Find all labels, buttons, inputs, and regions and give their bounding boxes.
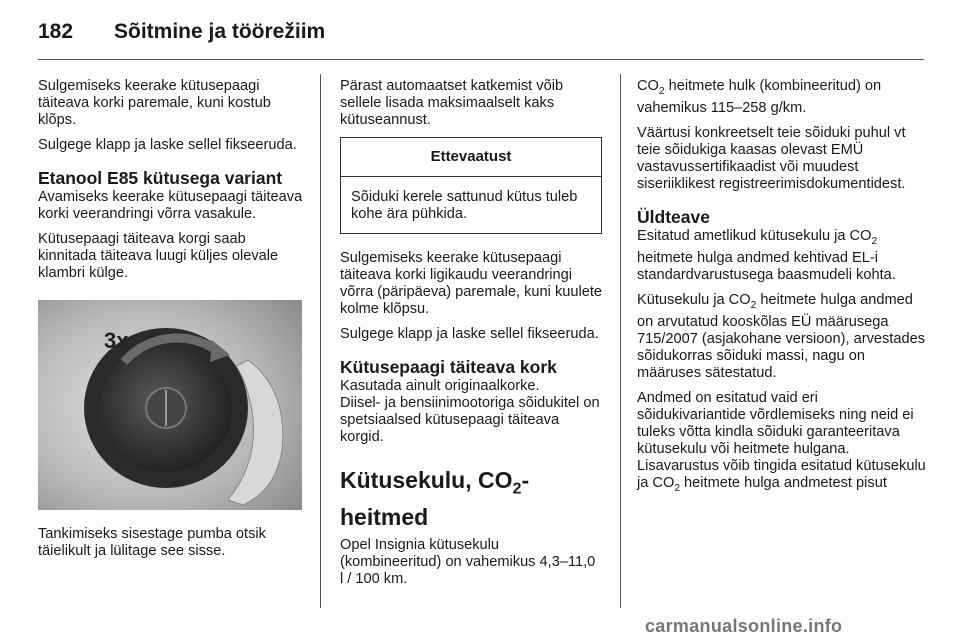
column-divider-2 (620, 74, 621, 608)
paragraph: Sulgemiseks keerake kütusepaagi täiteava korki paremale, kuni kostub klõps. (38, 78, 271, 128)
column-1 (38, 78, 306, 568)
chapter-title: Sõitmine ja töörežiim (114, 20, 326, 43)
paragraph: Avamiseks keerake kütusepaagi täiteava korki veerandringi võrra vasakule. (38, 189, 303, 222)
paragraph: Kasutada ainult originaalkorke. (340, 378, 540, 394)
paragraph: Kütusekulu ja $CO_2$ heitmete hulga andmed on arvutatud kooskõlas EÜ määrusega 715/2007 (asjakohane versioon), arvestades sõidukorras sõiduki massi, nagu on määruses sätestatud. (637, 291, 926, 381)
paragraph: Opel Insignia kütusekulu (kombineeritud) on vahemikus 4,3–11,0 l / 100 km. (340, 536, 596, 587)
caution-box (340, 137, 602, 234)
caution-title: Ettevaatust (341, 138, 601, 177)
paragraph: Andmed on esitatud vaid eri sõidukivariantide võrdlemiseks ning neid ei tuleks võtta kindla sõiduki garanteeritava kütusekulu või heitmete hulgana. Lisavarustus võib tingida esitatud kütusekulu ja $CO_2$ heitmete hulga andmetest pisut (637, 389, 926, 494)
paragraph: Sulgege klapp ja laske sellel fikseeruda. (38, 137, 297, 153)
page-header (38, 20, 928, 60)
column-3 (637, 78, 927, 505)
paragraph: Sulgemiseks keerake kütusepaagi täiteava korki ligikaudu veerandringi võrra (päripäeva) paremale, kuni kuulete kolme klõpsu. (340, 250, 603, 317)
fuel-cap-illustration (38, 300, 302, 510)
rotation-count-label: 3x (104, 328, 129, 353)
paragraph: Tankimiseks sisestage pumba otsik täielikult ja lülitage see sisse. (38, 526, 266, 559)
paragraph: Sulgege klapp ja laske sellel fikseeruda. (340, 326, 599, 342)
watermark: carmanualsonline.info (645, 616, 843, 636)
header-rule (38, 59, 924, 60)
page-number: 182 (38, 20, 74, 43)
paragraph: Väärtusi konkreetselt teie sõiduki puhul vt teie sõidukiga kaasas olevast EMÜ vastavussertifikaadist või muudest siseriiklikest registreerimisdokumentidest. (637, 124, 906, 192)
paragraph: Esitatud ametlikud kütusekulu ja $CO_2$ heitmete hulga andmed kehtivad EL-i standardvarustusega baasmudeli kohta. (637, 227, 896, 283)
column-2 (340, 78, 602, 596)
column-divider-1 (320, 74, 321, 608)
paragraph: Pärast automaatset katkemist võib sellele lisada maksimaalselt kaks kütuseannust. (340, 78, 564, 128)
section-heading-kork: Kütusepaagi täiteava kork (340, 357, 557, 377)
paragraph: Diisel- ja bensiinimootoriga sõidukitel on spetsiaalsed kütusepaagi täiteava korgid. (340, 395, 600, 445)
caution-text: Sõiduki kerele sattunud kütus tuleb kohe ära pühkida. (351, 189, 578, 222)
section-heading-etanool: Etanool E85 kütusega variant (38, 168, 283, 188)
section-heading-kutusekulu: Kütusekulu, $CO_2$-heitmed (340, 467, 530, 530)
paragraph: $CO_2$ heitmete hulk (kombineeritud) on vahemikus 115–258 g/km. (637, 78, 882, 116)
paragraph: Kütusepaagi täiteava korgi saab kinnitada täiteava luugi küljes olevale klambri külge. (38, 231, 279, 281)
section-heading-yldteave: Üldteave (637, 206, 710, 227)
